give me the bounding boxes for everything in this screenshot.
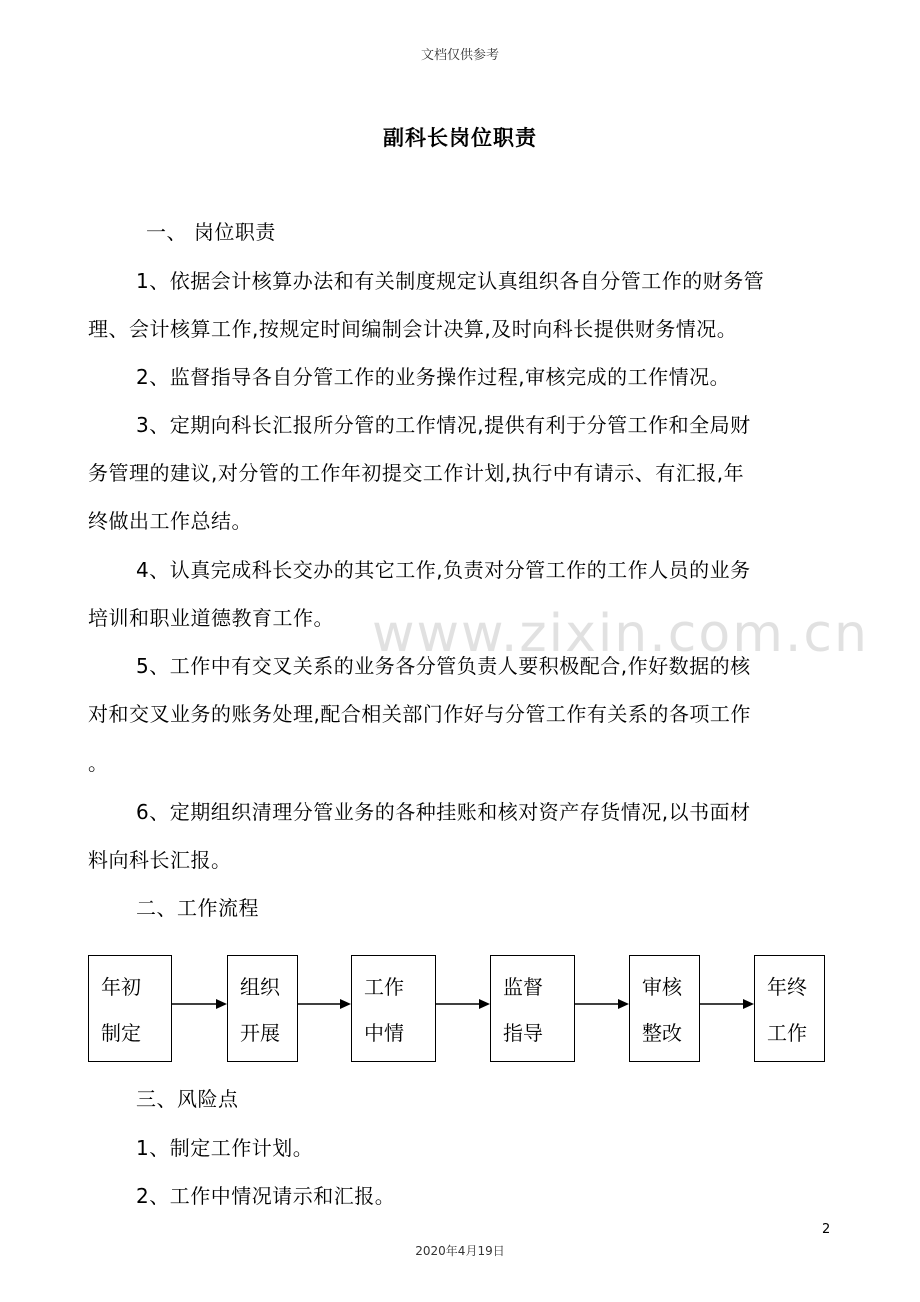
flow-box: [754, 955, 825, 1062]
paragraph-line: 。: [88, 751, 109, 775]
paragraph-line: 4、认真完成科长交办的其它工作,负责对分管工作的工作人员的业务: [136, 558, 751, 582]
flow-box-label: 审核: [642, 975, 682, 999]
paragraph-line: 1、依据会计核算办法和有关制度规定认真组织各自分管工作的财务管: [136, 269, 765, 293]
flow-box-label: 工作: [364, 975, 404, 999]
watermark: www.zixin.com.cn: [372, 604, 869, 664]
flow-box-label: 监督: [503, 975, 543, 999]
flow-box-label: 组织: [240, 975, 280, 999]
flow-box-label: 制定: [101, 1021, 141, 1045]
paragraph-line: 对和交叉业务的账务处理,配合相关部门作好与分管工作有关系的各项工作: [88, 702, 751, 726]
flow-arrow-icon: [436, 997, 490, 1011]
paragraph-line: 2、监督指导各自分管工作的业务操作过程,审核完成的工作情况。: [136, 365, 731, 389]
paragraph-line: 2、工作中情况请示和汇报。: [136, 1184, 396, 1208]
flow-box-label: 中情: [364, 1021, 404, 1045]
flow-box: [490, 955, 575, 1062]
flow-box-label: 指导: [503, 1021, 543, 1045]
flow-box-label: 工作: [767, 1021, 807, 1045]
paragraph-line: 料向科长汇报。: [88, 848, 232, 872]
flow-arrow-icon: [172, 997, 227, 1011]
flow-arrow-icon: [700, 997, 754, 1011]
flow-box-label: 开展: [240, 1021, 280, 1045]
document-title: 副科长岗位职责: [383, 126, 537, 150]
paragraph-line: 务管理的建议,对分管的工作年初提交工作计划,执行中有请示、有汇报,年: [88, 461, 745, 485]
flow-arrow-icon: [298, 997, 351, 1011]
flow-box-label: 年终: [767, 975, 807, 999]
flow-box: [629, 955, 700, 1062]
paragraph-line: 理、会计核算工作,按规定时间编制会计决算,及时向科长提供财务情况。: [88, 317, 738, 341]
paragraph-line: 终做出工作总结。: [88, 509, 252, 533]
flow-arrow-icon: [575, 997, 629, 1011]
section-heading-risks: 三、风险点: [136, 1087, 239, 1111]
flow-box-label: 整改: [642, 1021, 682, 1045]
page-number: 2: [822, 1222, 831, 1237]
flow-box-label: 年初: [101, 975, 141, 999]
footer-date: 2020年4月19日: [415, 1244, 505, 1258]
flow-box: [88, 955, 172, 1062]
paragraph-line: 1、制定工作计划。: [136, 1136, 314, 1160]
flow-box: [227, 955, 298, 1062]
paragraph-line: 3、定期向科长汇报所分管的工作情况,提供有利于分管工作和全局财: [136, 413, 751, 437]
paragraph-line: 培训和职业道德教育工作。: [88, 606, 334, 630]
page-header: 文档仅供参考: [420, 48, 499, 63]
paragraph-line: 6、定期组织清理分管业务的各种挂账和核对资产存货情况,以书面材: [136, 800, 751, 824]
flow-box: [351, 955, 436, 1062]
section-heading-workflow: 二、工作流程: [136, 896, 259, 920]
section-heading-duties: 一、 岗位职责: [146, 220, 276, 244]
paragraph-line: 5、工作中有交叉关系的业务各分管负责人要积极配合,作好数据的核: [136, 654, 751, 678]
